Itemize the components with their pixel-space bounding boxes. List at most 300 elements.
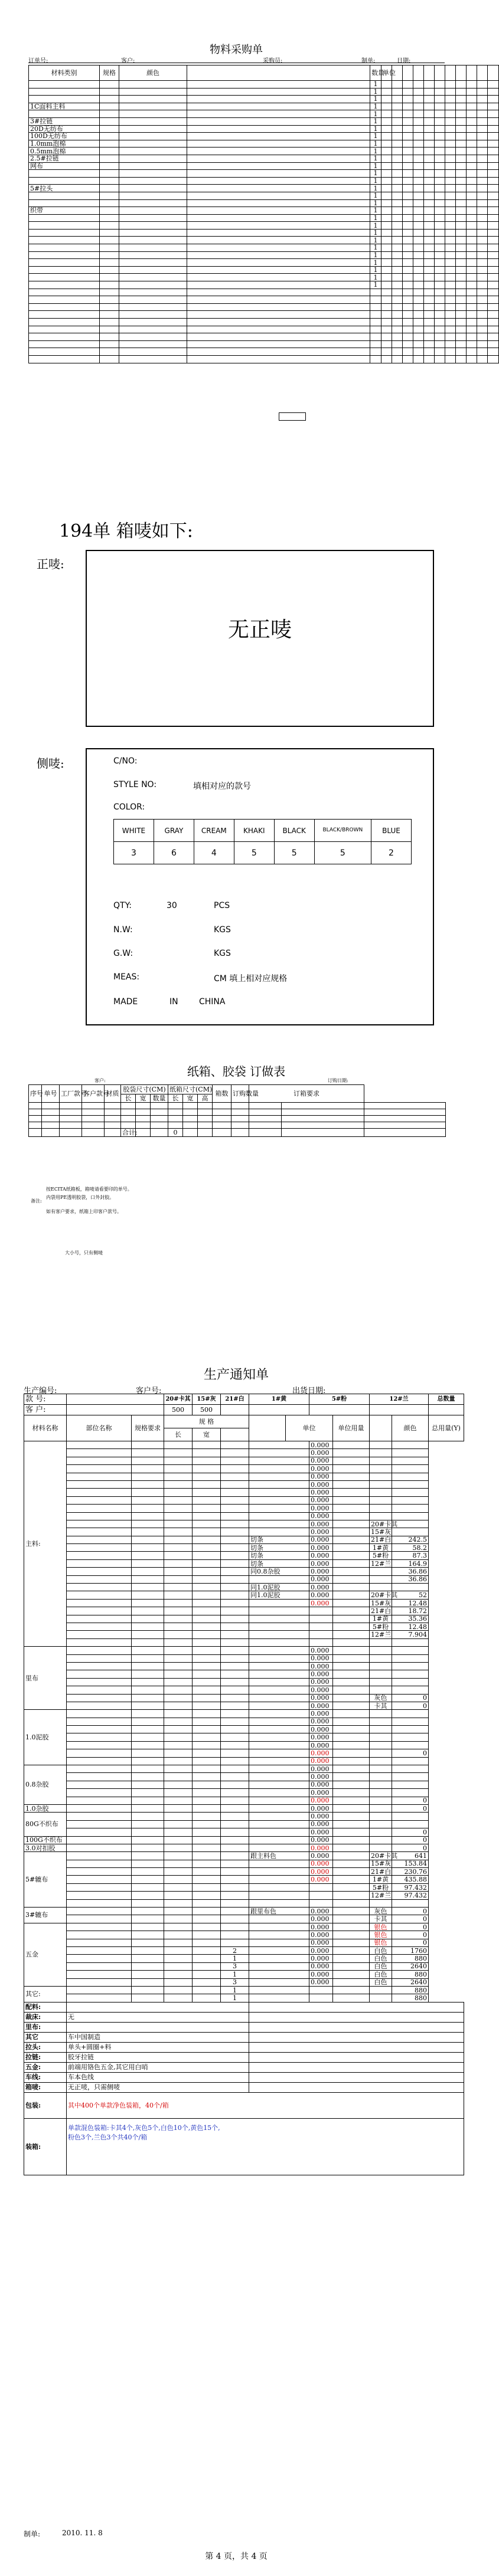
table-row bbox=[24, 1899, 464, 1907]
purchase-cell bbox=[403, 88, 413, 96]
prod-h-cell bbox=[221, 1489, 249, 1496]
prod-blank-cell bbox=[333, 1686, 370, 1694]
purchase-cell bbox=[445, 274, 456, 281]
table-row bbox=[29, 1085, 446, 1094]
prod-color-cell: 银色 bbox=[370, 1923, 392, 1931]
purchase-cell bbox=[187, 259, 370, 267]
prod-blank-cell bbox=[333, 1584, 370, 1591]
prod-unit-cell bbox=[249, 1836, 309, 1844]
prod-color-cell bbox=[370, 1733, 392, 1741]
purchase-cell bbox=[381, 289, 392, 296]
meas-value: CM 填上相对应规格 bbox=[214, 974, 288, 984]
side-mark-box bbox=[86, 748, 434, 1025]
prod-total-cell bbox=[392, 1773, 429, 1781]
carton-cell bbox=[60, 1109, 82, 1116]
prod-unit-cell: 切条 bbox=[249, 1559, 309, 1567]
table-row bbox=[29, 251, 499, 259]
purchase-cell bbox=[403, 281, 413, 289]
carton-cell bbox=[136, 1129, 151, 1137]
purchase-cell bbox=[477, 266, 488, 274]
prod-total-cell: 153.84 bbox=[392, 1860, 429, 1867]
carton-header-cell: 箱数 bbox=[213, 1085, 231, 1103]
prod-usage-cell: 0.000 bbox=[309, 1923, 333, 1931]
prod-usage-cell bbox=[309, 1615, 333, 1623]
prod-color-cell: 5#粉 bbox=[370, 1883, 392, 1891]
purchase-cell bbox=[381, 251, 392, 259]
prod-unit-cell: 切条 bbox=[249, 1536, 309, 1543]
purchase-cell bbox=[488, 133, 499, 140]
prod-spec-cell bbox=[132, 1749, 164, 1757]
purchase-cell bbox=[381, 355, 392, 363]
prod-len-cell bbox=[164, 1883, 193, 1891]
carton-cell bbox=[42, 1122, 60, 1129]
prod-h-cell bbox=[221, 1520, 249, 1528]
prod-len-cell bbox=[164, 1599, 193, 1607]
purchase-cell bbox=[456, 207, 467, 215]
prod-blank-cell bbox=[333, 1781, 370, 1788]
prod-wid-cell bbox=[193, 1915, 221, 1923]
prod-total-cell: 12.48 bbox=[392, 1623, 429, 1630]
prod-usage-cell: 0.000 bbox=[309, 1844, 333, 1851]
carton-subheader-cell: 高 bbox=[198, 1094, 213, 1103]
prod-part-cell bbox=[67, 1670, 132, 1678]
purchase-cell bbox=[467, 155, 477, 162]
purchase-cell bbox=[29, 266, 100, 274]
purchase-cell bbox=[381, 96, 392, 103]
prod-note-label: 车线: bbox=[24, 2072, 67, 2082]
table-row bbox=[29, 319, 499, 326]
purchase-cell bbox=[467, 251, 477, 259]
purchase-cell bbox=[445, 259, 456, 267]
prod-wid-cell bbox=[193, 1813, 221, 1820]
prod-part-cell bbox=[67, 1599, 132, 1607]
prod-size-qty bbox=[370, 1405, 429, 1415]
purchase-title: 物料采购单 bbox=[210, 44, 263, 56]
prod-part-cell bbox=[67, 1489, 132, 1496]
purchase-cell bbox=[381, 110, 392, 118]
prod-pack-label: 包装: bbox=[24, 2092, 67, 2118]
prod-spec-cell bbox=[132, 1480, 164, 1488]
purchase-cell bbox=[488, 348, 499, 356]
purchase-cell bbox=[445, 103, 456, 110]
carton-cell bbox=[105, 1122, 121, 1129]
purchase-cell bbox=[435, 192, 445, 199]
table-row bbox=[24, 1441, 464, 1449]
table-row bbox=[29, 110, 499, 118]
table-row bbox=[24, 1670, 464, 1678]
prod-blank-cell bbox=[333, 1678, 370, 1686]
prod-part-cell bbox=[67, 1647, 132, 1654]
carton-cell bbox=[364, 1129, 446, 1137]
prod-spec-cell bbox=[132, 1773, 164, 1781]
purchase-cell bbox=[435, 96, 445, 103]
prod-blank-cell bbox=[333, 1496, 370, 1504]
purchase-cell bbox=[435, 237, 445, 244]
prod-part-cell bbox=[67, 1615, 132, 1623]
prod-len-cell bbox=[164, 1615, 193, 1623]
purchase-cell bbox=[187, 103, 370, 110]
prod-h-wid: 宽 bbox=[193, 1428, 221, 1441]
prod-len-cell bbox=[164, 1749, 193, 1757]
purchase-cell bbox=[392, 125, 403, 133]
purchase-qty-cell: 1 bbox=[370, 155, 381, 162]
purchase-cell bbox=[187, 303, 370, 311]
purchase-cell bbox=[488, 281, 499, 289]
table-row bbox=[24, 1575, 464, 1583]
prod-qty-cell: 1 bbox=[221, 1971, 249, 1978]
prod-len-cell bbox=[164, 1678, 193, 1686]
prod-blank-cell bbox=[333, 1544, 370, 1552]
prod-unit-cell bbox=[249, 1789, 309, 1797]
purchase-cell bbox=[392, 214, 403, 222]
prod-wid-cell bbox=[193, 1528, 221, 1536]
table-row bbox=[24, 1686, 464, 1694]
prod-h-cell bbox=[221, 1615, 249, 1623]
prod-color-cell bbox=[370, 1686, 392, 1694]
prod-color-cell bbox=[370, 1718, 392, 1725]
prod-size-header: 21#白 bbox=[221, 1394, 249, 1405]
carton-note-3: 如有客户要求，纸箱上印客户款号。 bbox=[46, 1209, 122, 1214]
purchase-cell bbox=[456, 244, 467, 252]
prod-wid-cell bbox=[193, 1868, 221, 1876]
purchase-cell bbox=[445, 185, 456, 192]
purchase-cell bbox=[381, 170, 392, 178]
purchase-cell bbox=[467, 289, 477, 296]
purchase-cell bbox=[403, 110, 413, 118]
prod-part-cell bbox=[67, 1781, 132, 1788]
purchase-cell bbox=[381, 333, 392, 341]
table-row bbox=[24, 2012, 464, 2022]
prod-part-cell bbox=[67, 1828, 132, 1836]
purchase-cell bbox=[413, 266, 424, 274]
table-row bbox=[29, 155, 499, 162]
prod-size-qty bbox=[309, 1405, 370, 1415]
prod-spec-cell bbox=[132, 1860, 164, 1867]
table-row bbox=[29, 148, 499, 155]
purchase-cell bbox=[488, 326, 499, 333]
purchase-header-cell bbox=[445, 65, 456, 81]
carton-subheader-cell: 长 bbox=[121, 1094, 136, 1103]
purchase-cell bbox=[187, 170, 370, 178]
purchase-cell bbox=[187, 237, 370, 244]
purchase-cell bbox=[435, 117, 445, 125]
purchase-cell bbox=[403, 207, 413, 215]
table-row bbox=[24, 1405, 464, 1415]
purchase-cell bbox=[119, 117, 187, 125]
prod-blank-cell bbox=[333, 1876, 370, 1883]
purchase-cell bbox=[435, 133, 445, 140]
table-row bbox=[29, 289, 499, 296]
purchase-cell bbox=[413, 333, 424, 341]
prod-wid-cell bbox=[193, 1686, 221, 1694]
prod-blank-cell bbox=[333, 1449, 370, 1457]
table-row bbox=[24, 1505, 464, 1512]
prod-blank-cell bbox=[333, 1947, 370, 1955]
table-row bbox=[24, 2052, 464, 2062]
prod-color-cell bbox=[370, 1441, 392, 1449]
prod-unit-cell bbox=[249, 1986, 309, 1994]
table-row bbox=[29, 117, 499, 125]
purchase-cell bbox=[488, 125, 499, 133]
purchase-cell bbox=[456, 348, 467, 356]
purchase-cell bbox=[119, 229, 187, 237]
prod-color-cell bbox=[370, 1489, 392, 1496]
purchase-cell bbox=[370, 311, 381, 319]
prod-unit-cell: 切条 bbox=[249, 1552, 309, 1559]
prod-total-cell: 12.48 bbox=[392, 1599, 429, 1607]
prod-unit-cell bbox=[249, 1860, 309, 1867]
purchase-cell bbox=[488, 333, 499, 341]
table-row bbox=[24, 1520, 464, 1528]
purchase-cell bbox=[488, 229, 499, 237]
prod-unit-cell bbox=[249, 1702, 309, 1709]
purchase-cell bbox=[392, 133, 403, 140]
purchase-cell bbox=[488, 303, 499, 311]
table-row bbox=[24, 2022, 464, 2032]
prod-qty-cell: 2 bbox=[221, 1947, 249, 1955]
purchase-cell bbox=[187, 340, 370, 348]
purchase-cell bbox=[100, 214, 119, 222]
table-row bbox=[29, 177, 499, 185]
purchase-cell bbox=[435, 274, 445, 281]
prod-section-name: 1.0泥胶 bbox=[24, 1710, 67, 1765]
prod-len-cell bbox=[164, 1773, 193, 1781]
purchase-header-cell: 颜色 bbox=[119, 65, 187, 81]
purchase-cell bbox=[100, 177, 119, 185]
prod-spec-cell bbox=[132, 1623, 164, 1630]
purchase-cell bbox=[413, 311, 424, 319]
prod-part-cell bbox=[67, 1441, 132, 1449]
prod-part-cell bbox=[67, 1520, 132, 1528]
purchase-table bbox=[28, 65, 445, 366]
prod-note-blank bbox=[249, 2082, 464, 2092]
table-row bbox=[29, 170, 499, 178]
purchase-cell bbox=[445, 88, 456, 96]
carton-table bbox=[28, 1084, 446, 1137]
purchase-material-cell bbox=[29, 88, 100, 96]
purchase-cell bbox=[424, 266, 435, 274]
prod-len-cell bbox=[164, 1607, 193, 1615]
purchase-material-cell bbox=[29, 177, 100, 185]
purchase-cell bbox=[467, 148, 477, 155]
table-row bbox=[24, 1915, 464, 1923]
prod-note-label: 拉链: bbox=[24, 2052, 67, 2062]
purchase-cell bbox=[187, 281, 370, 289]
purchase-cell bbox=[100, 274, 119, 281]
carton-cell bbox=[105, 1116, 121, 1122]
purchase-cell bbox=[488, 155, 499, 162]
prod-part-cell bbox=[67, 1568, 132, 1575]
purchase-cell bbox=[403, 251, 413, 259]
prod-h-cell bbox=[221, 1623, 249, 1630]
prod-style-label: 款 号: bbox=[24, 1394, 67, 1405]
prod-unit-cell bbox=[249, 1994, 309, 2002]
purchase-cell bbox=[424, 199, 435, 207]
prod-unit-cell bbox=[249, 1797, 309, 1804]
prod-wid-cell bbox=[193, 1899, 221, 1907]
prod-part-cell bbox=[67, 1694, 132, 1702]
table-row bbox=[29, 88, 499, 96]
table-row bbox=[24, 1638, 464, 1646]
prod-color-cell: 1#黄 bbox=[370, 1544, 392, 1552]
purchase-cell bbox=[187, 192, 370, 199]
purchase-cell bbox=[29, 214, 100, 222]
prod-usage-cell: 0.000 bbox=[309, 1773, 333, 1781]
prod-total-cell: 435.88 bbox=[392, 1876, 429, 1883]
purchase-cell bbox=[29, 303, 100, 311]
prod-usage-cell: 0.000 bbox=[309, 1465, 333, 1473]
purchase-cell bbox=[100, 192, 119, 199]
carton-cell bbox=[183, 1129, 198, 1137]
purchase-cell bbox=[435, 185, 445, 192]
purchase-cell bbox=[381, 177, 392, 185]
prod-blank-cell bbox=[333, 1899, 370, 1907]
prod-unit-cell: 切条 bbox=[249, 1544, 309, 1552]
prod-color-cell: 银色 bbox=[370, 1931, 392, 1939]
purchase-qty-cell: 1 bbox=[370, 229, 381, 237]
prod-blank-cell bbox=[333, 1994, 370, 2002]
prod-spec-cell bbox=[132, 1804, 164, 1812]
prod-spec-cell bbox=[132, 1441, 164, 1449]
carton-cell bbox=[151, 1122, 168, 1129]
purchase-material-cell bbox=[29, 199, 100, 207]
prod-len-cell bbox=[164, 1876, 193, 1883]
carton-cell bbox=[183, 1103, 198, 1109]
purchase-cell bbox=[445, 133, 456, 140]
prod-len-cell bbox=[164, 1473, 193, 1480]
prod-len-cell bbox=[164, 1520, 193, 1528]
purchase-cell bbox=[456, 311, 467, 319]
carton-cell bbox=[213, 1122, 231, 1129]
prod-color-cell: 20#卡其 bbox=[370, 1591, 392, 1599]
prod-color-cell bbox=[370, 1986, 392, 1994]
purchase-cell bbox=[370, 296, 381, 304]
prod-unit-cell bbox=[249, 1441, 309, 1449]
table-row bbox=[24, 1820, 464, 1828]
prod-total-cell: 0 bbox=[392, 1908, 429, 1915]
purchase-cell bbox=[477, 214, 488, 222]
prod-spec-cell bbox=[132, 1781, 164, 1788]
carton-cell bbox=[168, 1103, 183, 1109]
purchase-cell bbox=[370, 319, 381, 326]
prod-spec-cell bbox=[132, 1718, 164, 1725]
purchase-cell bbox=[435, 222, 445, 230]
prod-unit-cell bbox=[249, 1962, 309, 1970]
prod-color-cell: 1#黄 bbox=[370, 1615, 392, 1623]
purchase-cell bbox=[187, 140, 370, 148]
prod-usage-cell: 0.000 bbox=[309, 1702, 333, 1709]
color-qty-cell: 4 bbox=[194, 842, 234, 864]
prod-note-value: 单头+圆圈+料 bbox=[67, 2042, 249, 2052]
purchase-cell bbox=[413, 229, 424, 237]
purchase-cell bbox=[381, 303, 392, 311]
prod-h-cell bbox=[221, 1844, 249, 1851]
prod-usage-cell: 0.000 bbox=[309, 1480, 333, 1488]
purchase-cell bbox=[424, 303, 435, 311]
purchase-qty-cell: 1 bbox=[370, 162, 381, 170]
purchase-cell bbox=[403, 319, 413, 326]
purchase-cell bbox=[403, 199, 413, 207]
purchase-cell bbox=[187, 355, 370, 363]
prod-part-cell bbox=[67, 1797, 132, 1804]
purchase-cell bbox=[424, 296, 435, 304]
table-row bbox=[29, 1129, 446, 1137]
prod-wid-cell bbox=[193, 1647, 221, 1654]
purchase-cell bbox=[413, 251, 424, 259]
purchase-cell bbox=[413, 140, 424, 148]
table-row bbox=[24, 1607, 464, 1615]
prod-wid-cell bbox=[193, 1797, 221, 1804]
prod-blank-cell bbox=[333, 1694, 370, 1702]
purchase-cell bbox=[467, 333, 477, 341]
prod-color-cell: 15#灰 bbox=[370, 1528, 392, 1536]
purchase-cell bbox=[477, 162, 488, 170]
purchase-cell bbox=[100, 296, 119, 304]
prod-wid-cell bbox=[193, 1876, 221, 1883]
prod-wid-cell bbox=[193, 1512, 221, 1520]
purchase-qty-cell: 1 bbox=[370, 266, 381, 274]
purchase-cell bbox=[445, 303, 456, 311]
purchase-cell bbox=[403, 214, 413, 222]
purchase-qty-cell: 1 bbox=[370, 125, 381, 133]
purchase-cell bbox=[477, 296, 488, 304]
prod-unit-cell bbox=[249, 1939, 309, 1946]
purchase-cell bbox=[467, 222, 477, 230]
prod-h-cell bbox=[221, 1599, 249, 1607]
prod-wid-cell bbox=[193, 1820, 221, 1828]
prod-wid-cell bbox=[193, 1489, 221, 1496]
prod-spec-cell bbox=[132, 1741, 164, 1749]
purchase-cell bbox=[413, 303, 424, 311]
prod-total-cell: 1760 bbox=[392, 1947, 429, 1955]
purchase-cell bbox=[467, 319, 477, 326]
prod-part-cell bbox=[67, 1678, 132, 1686]
purchase-cell bbox=[100, 303, 119, 311]
prod-part-cell bbox=[67, 1852, 132, 1860]
purchase-cell bbox=[100, 319, 119, 326]
purchase-cell bbox=[445, 140, 456, 148]
purchase-cell bbox=[403, 155, 413, 162]
table-row bbox=[24, 1955, 464, 1962]
prod-part-cell bbox=[67, 1813, 132, 1820]
purchase-material-cell bbox=[29, 192, 100, 199]
prod-total-cell bbox=[392, 1584, 429, 1591]
table-row bbox=[29, 162, 499, 170]
table-row bbox=[24, 1931, 464, 1939]
table-row bbox=[24, 1489, 464, 1496]
prod-unit-cell bbox=[249, 1828, 309, 1836]
prod-usage-cell bbox=[309, 1638, 333, 1646]
purchase-cell bbox=[392, 199, 403, 207]
purchase-grid bbox=[28, 65, 499, 363]
prod-qty-cell: 1 bbox=[221, 1994, 249, 2002]
purchase-cell bbox=[119, 348, 187, 356]
purchase-cell bbox=[370, 333, 381, 341]
prod-part-cell bbox=[67, 1512, 132, 1520]
carton-header-cell: 纸箱尺寸(CM) bbox=[168, 1085, 213, 1094]
prod-spec-cell bbox=[132, 1662, 164, 1670]
prod-len-cell bbox=[164, 1804, 193, 1812]
prod-unit-cell: 同1.0泥胶 bbox=[249, 1584, 309, 1591]
prod-part-cell bbox=[67, 1733, 132, 1741]
prod-color-cell bbox=[370, 1496, 392, 1504]
table-row bbox=[24, 1694, 464, 1702]
table-row bbox=[24, 1552, 464, 1559]
prod-blank-cell bbox=[333, 1923, 370, 1931]
purchase-cell bbox=[456, 289, 467, 296]
prod-unit-cell bbox=[249, 1733, 309, 1741]
prod-len-cell bbox=[164, 1686, 193, 1694]
